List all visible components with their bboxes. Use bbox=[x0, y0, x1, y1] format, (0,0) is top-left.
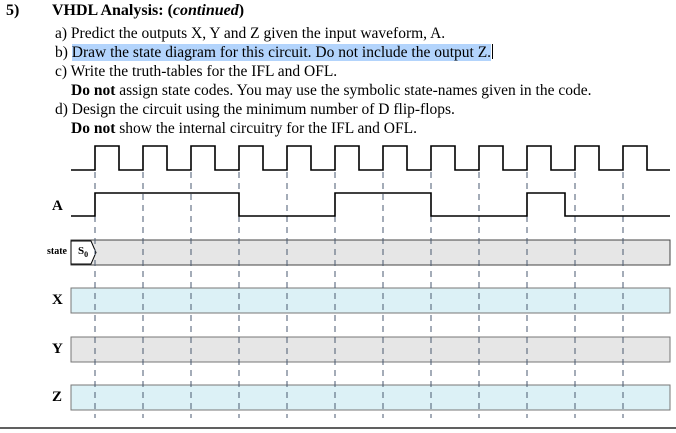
selected-text[interactable]: Draw the state diagram for this circuit. Do not include the output Z. bbox=[71, 44, 492, 61]
item-d: d) Design the circuit using the minimum number of D flip-flops. bbox=[55, 101, 455, 118]
item-c-note: Do not assign state codes. You may use the symbolic state-names given in the code. bbox=[71, 82, 592, 99]
y-output-band[interactable] bbox=[71, 337, 670, 362]
item-c: c) Write the truth-tables for the IFL and OFL. bbox=[55, 63, 338, 80]
item-b[interactable]: b) Draw the state diagram for this circuit. Do not include the output Z. bbox=[55, 44, 492, 61]
item-d-note: Do not show the internal circuitry for the IFL and OFL. bbox=[71, 120, 417, 137]
signal-label-y: Y bbox=[52, 341, 63, 357]
signal-label-z: Z bbox=[52, 389, 63, 405]
state-band bbox=[71, 240, 670, 265]
x-output-band[interactable] bbox=[71, 288, 670, 313]
signal-label-x: X bbox=[52, 292, 63, 308]
clock-waveform bbox=[71, 146, 670, 170]
state-row-label: state bbox=[47, 246, 67, 257]
input-a-waveform bbox=[71, 193, 670, 216]
initial-state-label: $S_0$ bbox=[78, 245, 89, 260]
z-output-band[interactable] bbox=[71, 385, 670, 410]
item-a: a) Predict the outputs X, Y and Z given the input waveform, A. bbox=[55, 25, 446, 42]
question-title: VHDL Analysis: (continued) bbox=[52, 2, 245, 19]
question-number: 5) bbox=[6, 2, 20, 19]
signal-label-a: A bbox=[52, 198, 63, 214]
